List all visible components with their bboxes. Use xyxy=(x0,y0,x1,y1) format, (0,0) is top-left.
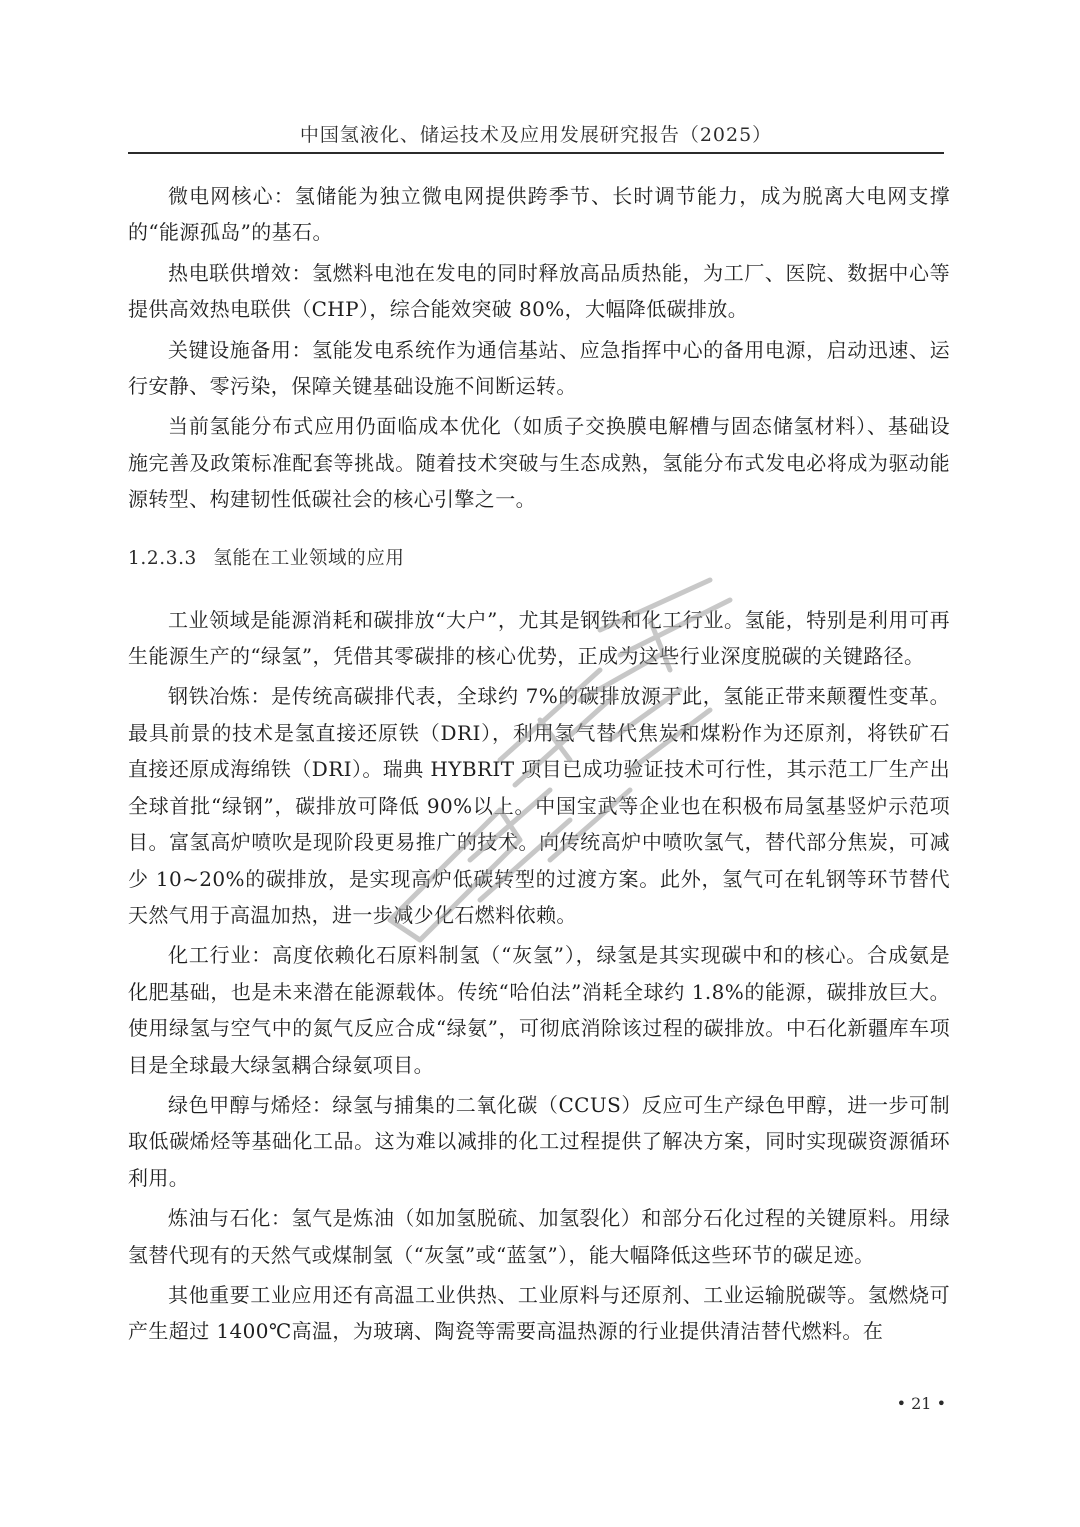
paragraph-backup: 关键设施备用：氢能发电系统作为通信基站、应急指挥中心的备用电源，启动迅速、运行安静、零污染，保障关键基础设施不间断运转。 xyxy=(128,337,950,399)
paragraph-steel: 钢铁冶炼：是传统高碳排代表，全球约 7%的碳排放源于此，氢能正带来颠覆性变革。最具前景的技术是氢直接还原铁（DRI），利用氢气替代焦炭和煤粉作为还原剂，将铁矿石直接还原成海绵铁（DRI）。瑞典 HYBRIT 项目已成功验证技术可行性，其示范工厂生产出全球首批“绿钢”，碳排放可降低 90%以上。中国宝武等企业也在积极布局氢基竖炉示范项目。富氢高炉喷吹是现阶段更易推广的技术。向传统高炉中喷吹氢气，替代部分焦炭，可减少 10~20%的碳排放，是实现高炉低碳转型的过渡方案。此外，氢气可在轧钢等环节替代天然气用于高温加热，进一步减少化石燃料依赖。 xyxy=(128,684,950,927)
paragraph-chemical: 化工行业：高度依赖化石原料制氢（“灰氢”），绿氢是其实现碳中和的核心。合成氨是化肥基础，也是未来潜在能源载体。传统“哈伯法”消耗全球约 1.8%的能源，碳排放巨大。使用绿氢与空气中的氮气反应合成“绿氨”，可彻底消除该过程的碳排放。中石化新疆库车项目是全球最大绿氢耦合绿氨项目。 xyxy=(128,943,950,1077)
paragraph-other: 其他重要工业应用还有高温工业供热、工业原料与还原剂、工业运输脱碳等。氢燃烧可产生超过 1400℃高温，为玻璃、陶瓷等需要高温热源的行业提供清洁替代燃料。在 xyxy=(128,1282,950,1344)
header-rule xyxy=(128,152,944,154)
page-number: • 21 • xyxy=(896,1394,946,1413)
section-title: 氢能在工业领域的应用 xyxy=(213,547,405,569)
running-header: 中国氢液化、储运技术及应用发展研究报告（2025） xyxy=(299,124,773,146)
paragraph-challenges: 当前氢能分布式应用仍面临成本优化（如质子交换膜电解槽与固态储氢材料）、基础设施完善及政策标准配套等挑战。随着技术突破与生态成熟，氢能分布式发电必将成为驱动能源转型、构建韧性低碳社会的核心引擎之一。 xyxy=(128,414,950,512)
paragraph-industry-intro: 工业领域是能源消耗和碳排放“大户”，尤其是钢铁和化工行业。氢能，特别是利用可再生能源生产的“绿氢”，凭借其零碳排的核心优势，正成为这些行业深度脱碳的关键路径。 xyxy=(128,607,950,669)
paragraph-microgrid: 微电网核心：氢储能为独立微电网提供跨季节、长时调节能力，成为脱离大电网支撑的“能源孤岛”的基石。 xyxy=(128,184,950,245)
section-heading xyxy=(128,544,950,574)
page-body xyxy=(128,178,950,1354)
section-number: 1.2.3.3 xyxy=(128,547,197,569)
paragraph-refining: 炼油与石化：氢气是炼油（如加氢脱硫、加氢裂化）和部分石化过程的关键原料。用绿氢替代现有的天然气或煤制氢（“灰氢”或“蓝氢”），能大幅降低这些环节的碳足迹。 xyxy=(128,1206,950,1267)
paragraph-chp: 热电联供增效：氢燃料电池在发电的同时释放高品质热能，为工厂、医院、数据中心等提供高效热电联供（CHP），综合能效突破 80%，大幅降低碳排放。 xyxy=(128,260,950,322)
paragraph-methanol: 绿色甲醇与烯烃：绿氢与捕集的二氧化碳（CCUS）反应可生产绿色甲醇，进一步可制取低碳烯烃等基础化工品。这为难以减排的化工过程提供了解决方案，同时实现碳资源循环利用。 xyxy=(128,1092,950,1190)
